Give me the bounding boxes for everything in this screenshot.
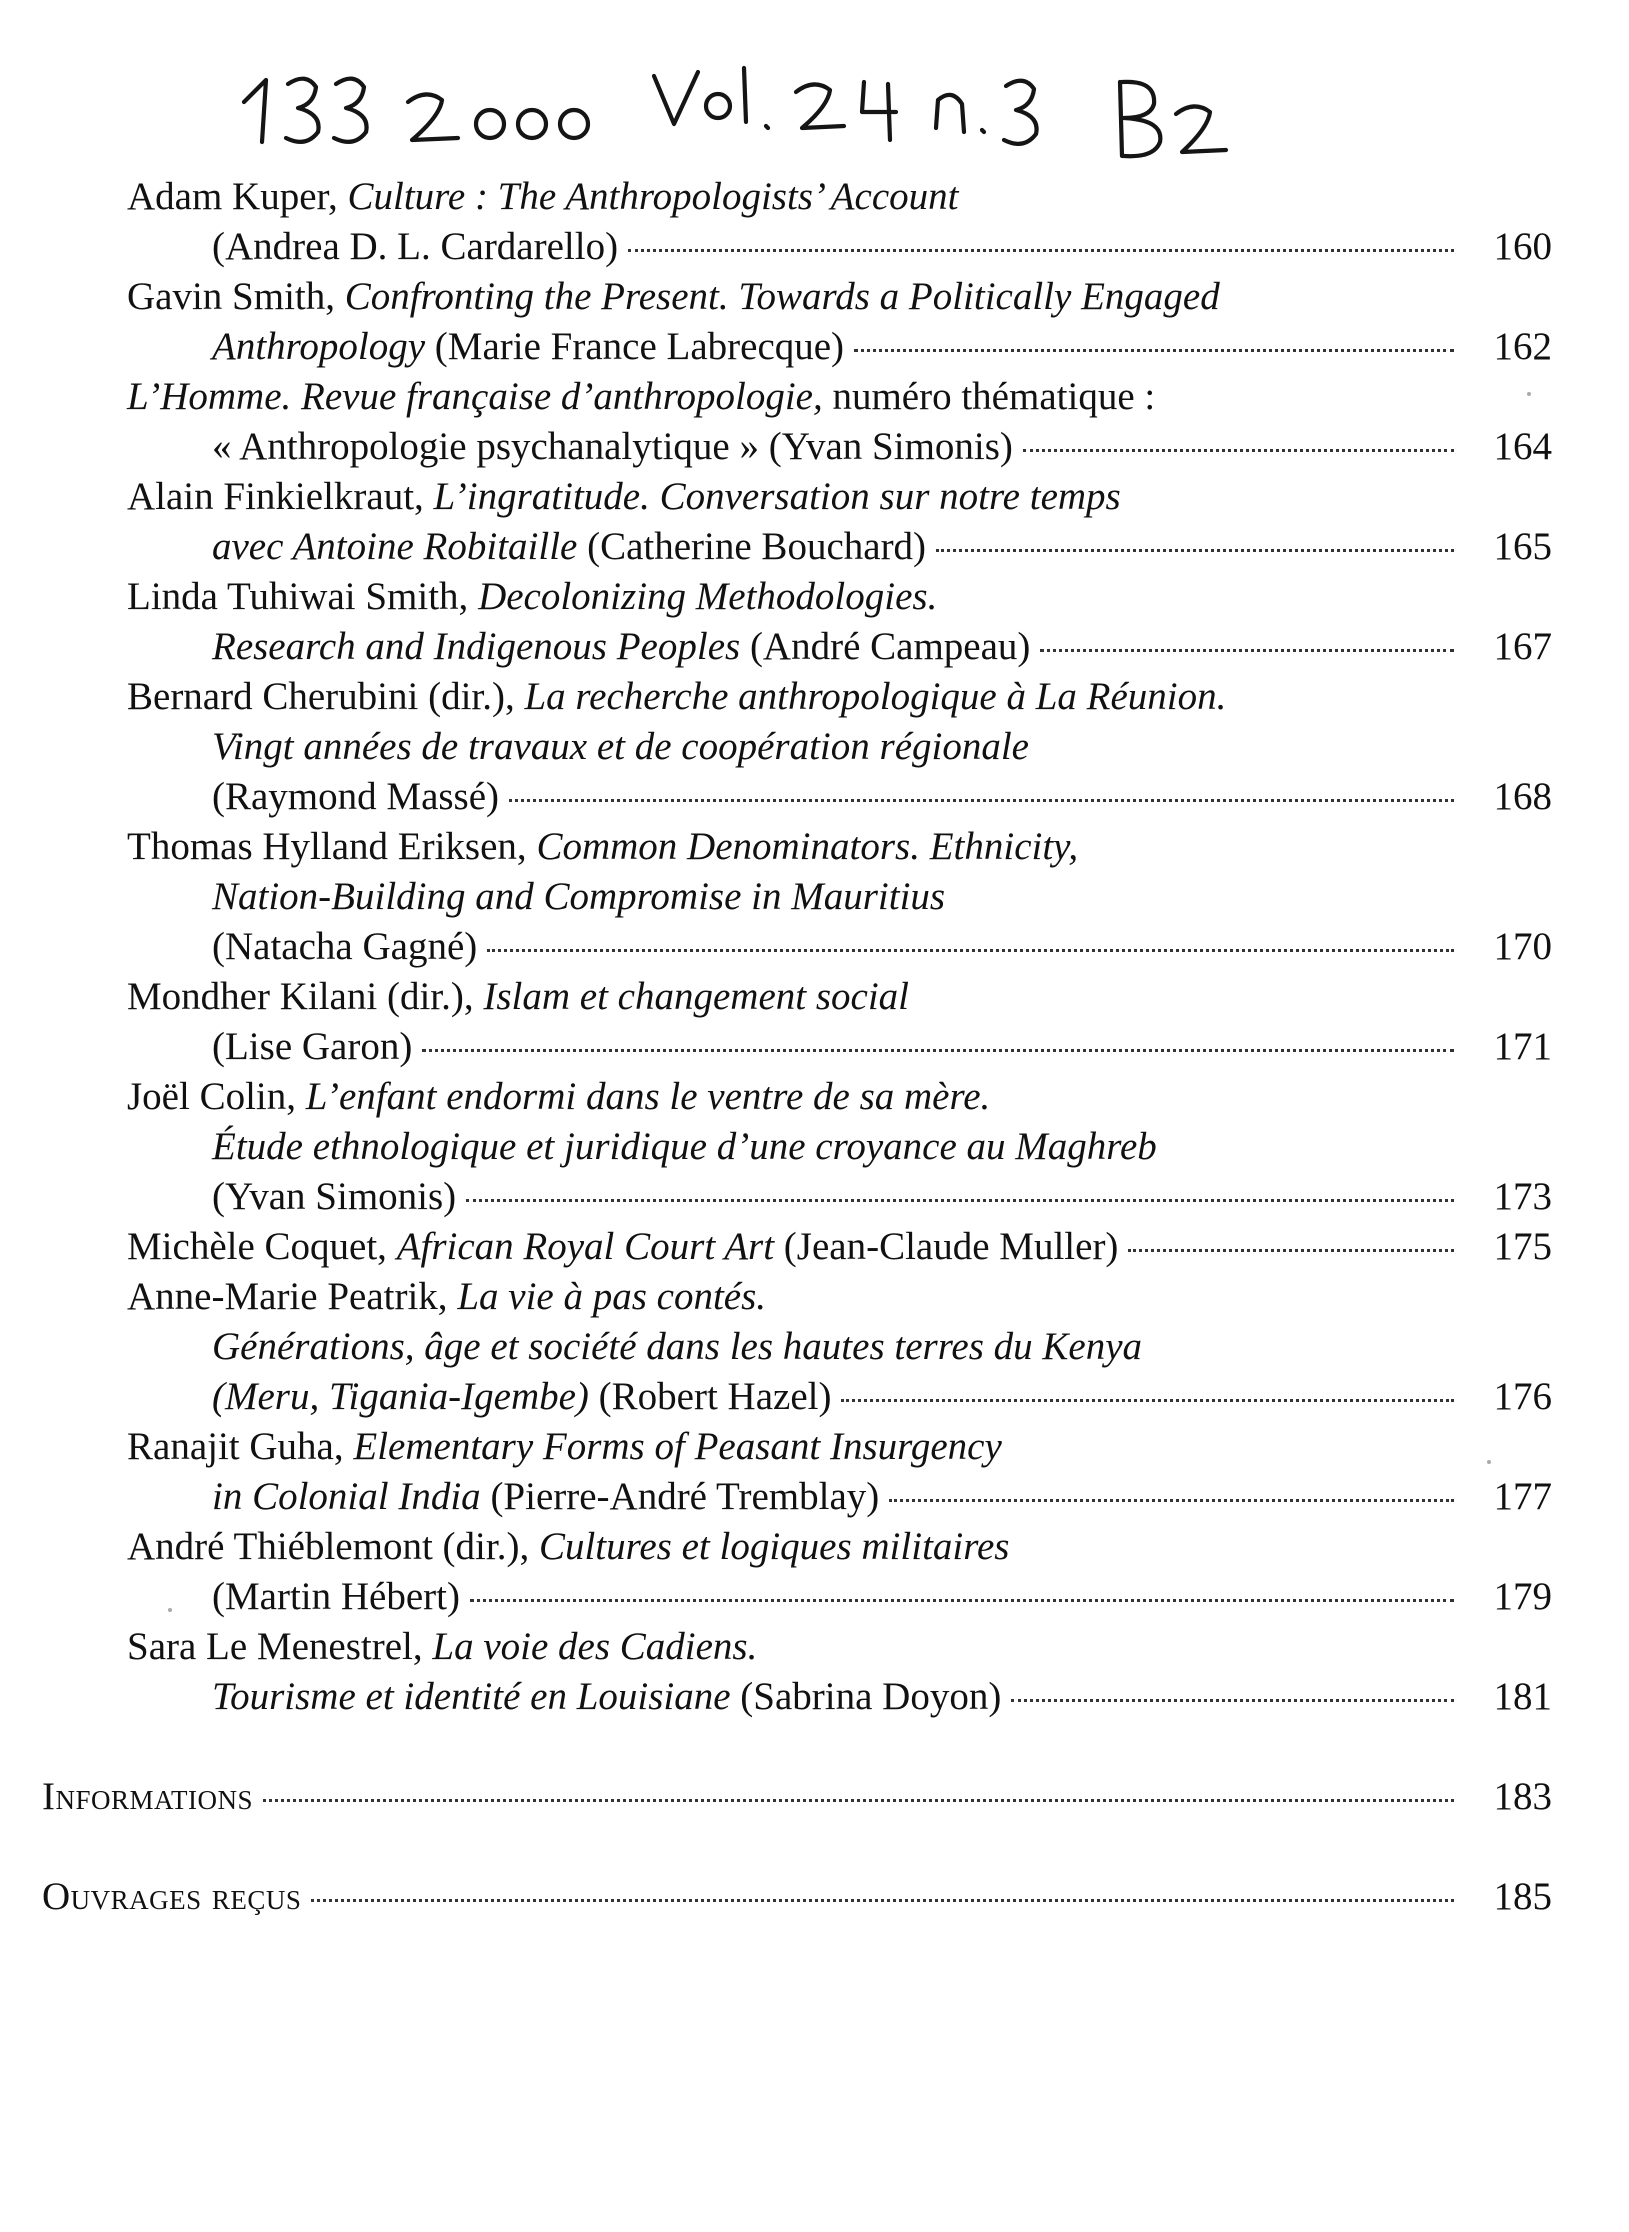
entry-text <box>127 1622 757 1672</box>
toc-entry-line <box>127 472 1552 522</box>
dot-leader <box>311 1899 1454 1902</box>
toc-entry-line <box>127 1572 1552 1622</box>
entry-text <box>212 622 1030 672</box>
entry-author: Michèle Coquet, <box>127 1225 397 1268</box>
dot-leader <box>889 1499 1454 1502</box>
entry-text <box>127 1272 766 1322</box>
section-label: Informations <box>42 1775 254 1818</box>
toc-entry-line <box>127 722 1552 772</box>
toc-entry-line <box>127 1522 1552 1572</box>
toc-entry-line <box>127 1272 1552 1322</box>
entry-title: Nation-Building and Compromise in Mauritius <box>212 875 946 918</box>
toc-entry-line <box>127 772 1552 822</box>
toc-entry-line <box>127 1622 1552 1672</box>
entry-title: Générations, âge et société dans les hautes terres du Kenya <box>212 1325 1143 1368</box>
entry-title: (Meru, Tigania-Igembe) <box>212 1375 589 1418</box>
entry-title: L’ingratitude. Conversation sur notre temps <box>433 475 1121 518</box>
toc-entry-line <box>127 922 1552 972</box>
entry-text <box>127 1222 1118 1272</box>
entry-text <box>127 672 1226 722</box>
entry-title: Islam et changement social <box>483 975 910 1018</box>
dot-leader <box>1040 649 1454 652</box>
entry-text <box>212 1672 1001 1722</box>
entry-author: Joël Colin, <box>127 1075 306 1118</box>
toc-entry <box>127 822 1552 972</box>
dot-leader <box>1128 1249 1454 1252</box>
entry-title: La recherche anthropologique à La Réunion. <box>524 675 1227 718</box>
scan-speck <box>1527 392 1531 396</box>
entry-author: Adam Kuper, <box>127 175 348 218</box>
table-of-contents <box>42 172 1552 1922</box>
entry-title: Étude ethnologique et juridique d’une croyance au Maghreb <box>212 1125 1157 1168</box>
entry-title: Culture : The Anthropologists’ Account <box>347 175 959 218</box>
entry-author: Anne-Marie Peatrik, <box>127 1275 458 1318</box>
entry-title: Tourisme et identité en Louisiane <box>212 1675 731 1718</box>
toc-entry <box>127 172 1552 272</box>
section-label: Ouvrages reçus <box>42 1875 302 1918</box>
entry-text <box>212 772 499 822</box>
toc-section <box>42 1772 1552 1822</box>
page-number: 185 <box>1493 1875 1552 1918</box>
entry-text <box>212 222 618 272</box>
entry-reviewer: (Raymond Massé) <box>212 775 500 818</box>
entry-title: Confronting the Present. Towards a Politically Engaged <box>344 275 1220 318</box>
page-number: 165 <box>1493 525 1552 568</box>
toc-section-line <box>42 1772 1552 1822</box>
dot-leader <box>487 949 1454 952</box>
entry-text <box>212 1572 460 1622</box>
entry-text <box>212 522 926 572</box>
toc-entry-line <box>127 1472 1552 1522</box>
toc-entry <box>127 372 1552 472</box>
toc-entry <box>127 272 1552 372</box>
entry-reviewer: (Robert Hazel) <box>588 1375 832 1418</box>
entry-title: avec Antoine Robitaille <box>212 525 578 568</box>
entry-text <box>212 922 477 972</box>
dot-leader <box>854 349 1454 352</box>
dot-leader <box>841 1399 1454 1402</box>
toc-entry-line <box>127 422 1552 472</box>
entry-text <box>127 1072 990 1122</box>
dot-leader <box>1023 449 1454 452</box>
toc-entry <box>127 472 1552 572</box>
dot-leader <box>263 1799 1454 1802</box>
toc-entry-line <box>127 372 1552 422</box>
entry-title: in Colonial India <box>212 1475 481 1518</box>
page-number: 176 <box>1493 1375 1552 1418</box>
entry-text <box>212 422 1013 472</box>
page-number: 167 <box>1493 625 1552 668</box>
toc-entry-line <box>127 572 1552 622</box>
entry-title: Cultures et logiques militaires <box>538 1525 1010 1568</box>
dot-leader <box>509 799 1454 802</box>
dot-leader <box>422 1049 1454 1052</box>
entry-text <box>212 1172 456 1222</box>
entry-text <box>212 322 844 372</box>
entry-text <box>212 1372 831 1422</box>
entry-text <box>212 722 1029 772</box>
entry-reviewer: (Sabrina Doyon) <box>730 1675 1002 1718</box>
toc-entry-line <box>127 1222 1552 1272</box>
scan-speck <box>1487 1460 1491 1464</box>
toc-entry <box>127 1072 1552 1222</box>
entry-reviewer: (Pierre-André Tremblay) <box>480 1475 880 1518</box>
entry-text <box>127 272 1220 322</box>
toc-entry-line <box>127 622 1552 672</box>
toc-entry <box>127 1522 1552 1622</box>
page-number: 170 <box>1493 925 1552 968</box>
toc-entry-line <box>127 1322 1552 1372</box>
toc-entry-line <box>127 1172 1552 1222</box>
page-number: 171 <box>1493 1025 1552 1068</box>
entry-author: Bernard Cherubini (dir.), <box>127 675 525 718</box>
handwritten-annotation <box>236 62 1386 172</box>
entry-author: Mondher Kilani (dir.), <box>127 975 484 1018</box>
entry-title: La voie des Cadiens. <box>432 1625 758 1668</box>
entry-text <box>127 372 1155 422</box>
entry-text <box>127 822 1078 872</box>
page-number: 168 <box>1493 775 1552 818</box>
toc-entry <box>127 1422 1552 1522</box>
toc-entry-line <box>127 222 1552 272</box>
entry-reviewer: (Yvan Simonis) <box>212 1175 457 1218</box>
handwritten-note-drawing <box>236 62 1386 172</box>
page-number: 183 <box>1493 1775 1552 1818</box>
entry-text <box>212 1122 1157 1172</box>
toc-entry-line <box>127 1672 1552 1722</box>
toc-section-line <box>42 1872 1552 1922</box>
entry-author: André Thiéblemont (dir.), <box>127 1525 539 1568</box>
entry-text <box>212 872 945 922</box>
toc-entry-line <box>127 872 1552 922</box>
dot-leader <box>1011 1699 1454 1702</box>
toc-entry-line <box>127 522 1552 572</box>
entry-reviewer: (Catherine Bouchard) <box>577 525 927 568</box>
toc-entry-line <box>127 172 1552 222</box>
page-number: 177 <box>1493 1475 1552 1518</box>
page-number: 173 <box>1493 1175 1552 1218</box>
entry-author: Ranajit Guha, <box>127 1425 354 1468</box>
toc-entry-line <box>127 822 1552 872</box>
entry-reviewer: (Marie France Labrecque) <box>425 325 845 368</box>
entry-reviewer: (Martin Hébert) <box>212 1575 460 1618</box>
toc-entry-line <box>127 1122 1552 1172</box>
page-number: 162 <box>1493 325 1552 368</box>
entry-title: Common Denominators. Ethnicity, <box>536 825 1079 868</box>
toc-entry-line <box>127 972 1552 1022</box>
entry-text <box>127 472 1121 522</box>
entry-author: Gavin Smith, <box>127 275 345 318</box>
toc-entry-line <box>127 1022 1552 1072</box>
toc-entry-line <box>127 322 1552 372</box>
entry-title: African Royal Court Art <box>396 1225 775 1268</box>
toc-entry-line <box>127 672 1552 722</box>
entry-title: Vingt années de travaux et de coopération régionale <box>212 725 1029 768</box>
entry-text <box>127 972 909 1022</box>
entry-title: La vie à pas contés. <box>457 1275 767 1318</box>
dot-leader <box>936 549 1454 552</box>
entry-author: Sara Le Menestrel, <box>127 1625 433 1668</box>
entry-text <box>127 1422 1002 1472</box>
entry-title: Research and Indigenous Peoples <box>212 625 741 668</box>
entry-author: Thomas Hylland Eriksen, <box>127 825 537 868</box>
entry-text <box>212 1022 412 1072</box>
page-number: 160 <box>1493 225 1552 268</box>
dot-leader <box>466 1199 1454 1202</box>
entry-title: Elementary Forms of Peasant Insurgency <box>353 1425 1002 1468</box>
entry-reviewer: (André Campeau) <box>740 625 1031 668</box>
entry-title: Anthropology <box>212 325 426 368</box>
toc-entry-line <box>127 272 1552 322</box>
page-number: 175 <box>1493 1225 1552 1268</box>
entry-reviewer: « Anthropologie psychanalytique » (Yvan Simonis) <box>212 425 1013 468</box>
entry-reviewer: (Andrea D. L. Cardarello) <box>212 225 619 268</box>
scan-speck <box>168 1608 172 1612</box>
entry-reviewer: (Jean-Claude Muller) <box>774 1225 1119 1268</box>
entry-text <box>212 1322 1142 1372</box>
entry-text <box>127 572 937 622</box>
entry-author: Alain Finkielkraut, <box>127 475 434 518</box>
toc-entry <box>127 1272 1552 1422</box>
entry-reviewer: (Natacha Gagné) <box>212 925 478 968</box>
toc-entry <box>127 1222 1552 1272</box>
page-number: 181 <box>1493 1675 1552 1718</box>
page-number: 164 <box>1493 425 1552 468</box>
entry-reviewer: (Lise Garon) <box>212 1025 413 1068</box>
entry-reviewer: numéro thématique : <box>822 375 1156 418</box>
toc-entry <box>127 572 1552 672</box>
entry-title: L’enfant endormi dans le ventre de sa mère. <box>305 1075 991 1118</box>
entry-author: Linda Tuhiwai Smith, <box>127 575 479 618</box>
toc-entry-line <box>127 1422 1552 1472</box>
toc-entry <box>127 1622 1552 1722</box>
page-number: 179 <box>1493 1575 1552 1618</box>
entry-text <box>127 172 958 222</box>
toc-entry <box>127 972 1552 1072</box>
dot-leader <box>628 249 1454 252</box>
entry-title: Decolonizing Methodologies. <box>478 575 938 618</box>
entry-title: L’Homme. Revue française d’anthropologie, <box>127 375 823 418</box>
entry-text <box>212 1472 879 1522</box>
entry-text <box>127 1522 1009 1572</box>
toc-entry-line <box>127 1372 1552 1422</box>
dot-leader <box>470 1599 1454 1602</box>
toc-entry-line <box>127 1072 1552 1122</box>
toc-section <box>42 1872 1552 1922</box>
toc-entry <box>127 672 1552 822</box>
